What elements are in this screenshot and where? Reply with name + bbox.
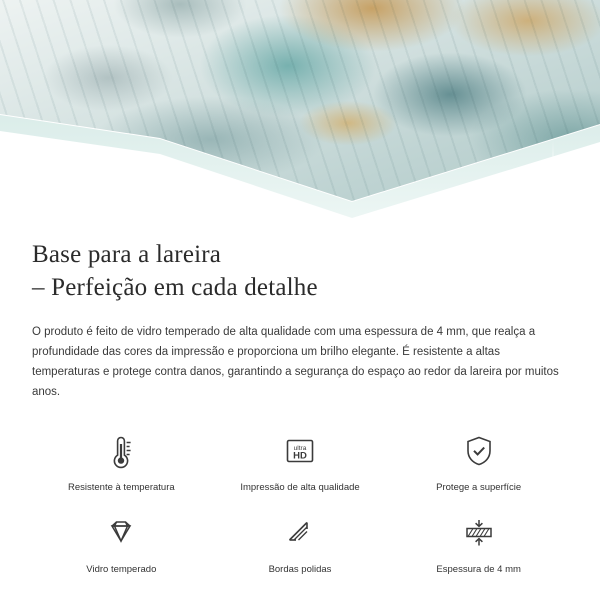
feature-label: Protege a superfície bbox=[436, 482, 522, 493]
feature-item-surface-protection bbox=[389, 428, 568, 494]
svg-text:HD: HD bbox=[293, 450, 307, 462]
headline-line-2: – Perfeição em cada detalhe bbox=[32, 274, 318, 301]
feature-grid bbox=[32, 428, 568, 576]
ultra-hd-icon bbox=[278, 428, 322, 474]
feature-label: Bordas polidas bbox=[268, 564, 332, 575]
diamond-icon bbox=[99, 510, 143, 556]
feature-label: Vidro temperado bbox=[86, 564, 157, 575]
feature-label: Impressão de alta qualidade bbox=[240, 482, 360, 493]
svg-text:ultra: ultra bbox=[293, 445, 307, 452]
feature-item-print-quality bbox=[211, 428, 390, 494]
feature-label: Espessura de 4 mm bbox=[436, 564, 521, 575]
abstract-marble-artwork bbox=[0, 0, 600, 201]
content-area bbox=[0, 238, 600, 576]
feature-item-polished-edges bbox=[211, 510, 390, 576]
description-paragraph: O produto é feito de vidro temperado de alta qualidade com uma espessura de 4 mm, que realça a profundidade das cores da impressão e proporciona um brilho elegante. É resistente a altas temperaturas e protege contra danos, garantindo a segurança do espaço ao redor da lareira por muitos anos. bbox=[32, 326, 559, 398]
sparkle-small-icon bbox=[516, 180, 538, 202]
headline-line-1: Base para a lareira bbox=[32, 241, 222, 268]
thermometer-icon bbox=[99, 428, 143, 474]
feature-item-thickness bbox=[389, 510, 568, 576]
hero-image bbox=[0, 0, 600, 222]
shield-check-icon bbox=[457, 428, 501, 474]
page-title bbox=[32, 238, 568, 304]
thickness-arrows-icon bbox=[457, 510, 501, 556]
feature-item-tempered-glass bbox=[32, 510, 211, 576]
feature-item-temperature bbox=[32, 428, 211, 494]
feature-label: Resistente à temperatura bbox=[67, 482, 175, 493]
polished-edges-icon bbox=[278, 510, 322, 556]
